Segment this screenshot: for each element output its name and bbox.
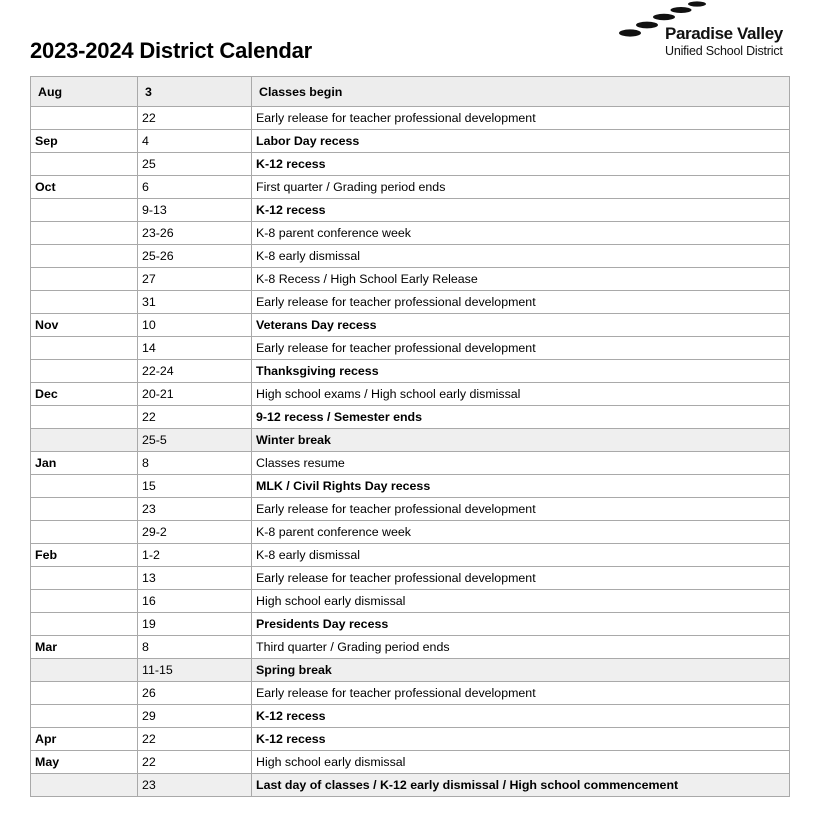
table-row bbox=[31, 498, 790, 521]
table-row bbox=[31, 728, 790, 751]
event-cell: K-8 parent conference week bbox=[252, 521, 790, 544]
month-cell bbox=[31, 268, 138, 291]
event-cell: Veterans Day recess bbox=[252, 314, 790, 337]
table-row bbox=[31, 567, 790, 590]
event-cell: Early release for teacher professional development bbox=[252, 682, 790, 705]
month-cell: Dec bbox=[31, 383, 138, 406]
event-cell: High school exams / High school early dismissal bbox=[252, 383, 790, 406]
month-cell bbox=[31, 475, 138, 498]
event-cell: K-12 recess bbox=[252, 199, 790, 222]
month-cell bbox=[31, 774, 138, 797]
date-cell: 29-2 bbox=[138, 521, 252, 544]
date-cell: 25-5 bbox=[138, 429, 252, 452]
table-row bbox=[31, 751, 790, 774]
month-cell bbox=[31, 107, 138, 130]
month-cell bbox=[31, 682, 138, 705]
month-cell bbox=[31, 360, 138, 383]
event-cell: K-12 recess bbox=[252, 728, 790, 751]
date-cell: 8 bbox=[138, 636, 252, 659]
month-cell bbox=[31, 429, 138, 452]
month-cell bbox=[31, 245, 138, 268]
table-row bbox=[31, 475, 790, 498]
event-cell: 9-12 recess / Semester ends bbox=[252, 406, 790, 429]
event-cell: Last day of classes / K-12 early dismissal / High school commencement bbox=[252, 774, 790, 797]
event-cell: K-8 early dismissal bbox=[252, 245, 790, 268]
event-cell: Spring break bbox=[252, 659, 790, 682]
date-cell: 1-2 bbox=[138, 544, 252, 567]
month-cell: Oct bbox=[31, 176, 138, 199]
header-date: 3 bbox=[138, 77, 252, 107]
date-cell: 22-24 bbox=[138, 360, 252, 383]
table-row bbox=[31, 107, 790, 130]
district-logo bbox=[618, 0, 790, 64]
date-cell: 25 bbox=[138, 153, 252, 176]
logo-subtitle: Unified School District bbox=[665, 44, 783, 58]
date-cell: 23-26 bbox=[138, 222, 252, 245]
month-cell bbox=[31, 406, 138, 429]
event-cell: K-12 recess bbox=[252, 705, 790, 728]
table-row bbox=[31, 199, 790, 222]
table-row bbox=[31, 636, 790, 659]
logo-name: Paradise Valley bbox=[665, 24, 783, 43]
date-cell: 27 bbox=[138, 268, 252, 291]
event-cell: Early release for teacher professional development bbox=[252, 567, 790, 590]
event-cell: Early release for teacher professional development bbox=[252, 498, 790, 521]
date-cell: 22 bbox=[138, 728, 252, 751]
event-cell: Thanksgiving recess bbox=[252, 360, 790, 383]
table-row bbox=[31, 544, 790, 567]
date-cell: 13 bbox=[138, 567, 252, 590]
month-cell: Feb bbox=[31, 544, 138, 567]
month-cell bbox=[31, 590, 138, 613]
header-event: Classes begin bbox=[252, 77, 790, 107]
table-row bbox=[31, 613, 790, 636]
event-cell: Early release for teacher professional development bbox=[252, 291, 790, 314]
month-cell bbox=[31, 291, 138, 314]
date-cell: 26 bbox=[138, 682, 252, 705]
table-row bbox=[31, 590, 790, 613]
month-cell: Apr bbox=[31, 728, 138, 751]
date-cell: 8 bbox=[138, 452, 252, 475]
month-cell bbox=[31, 153, 138, 176]
table-row bbox=[31, 682, 790, 705]
event-cell: MLK / Civil Rights Day recess bbox=[252, 475, 790, 498]
page-title: 2023-2024 District Calendar bbox=[30, 38, 312, 63]
month-cell: May bbox=[31, 751, 138, 774]
event-cell: K-12 recess bbox=[252, 153, 790, 176]
date-cell: 15 bbox=[138, 475, 252, 498]
date-cell: 9-13 bbox=[138, 199, 252, 222]
event-cell: Presidents Day recess bbox=[252, 613, 790, 636]
date-cell: 14 bbox=[138, 337, 252, 360]
table-row bbox=[31, 291, 790, 314]
month-cell bbox=[31, 222, 138, 245]
date-cell: 29 bbox=[138, 705, 252, 728]
table-row bbox=[31, 176, 790, 199]
table-row bbox=[31, 245, 790, 268]
table-row bbox=[31, 153, 790, 176]
date-cell: 4 bbox=[138, 130, 252, 153]
date-cell: 19 bbox=[138, 613, 252, 636]
event-cell: High school early dismissal bbox=[252, 751, 790, 774]
table-row bbox=[31, 268, 790, 291]
month-cell: Nov bbox=[31, 314, 138, 337]
table-row bbox=[31, 774, 790, 797]
table-row bbox=[31, 429, 790, 452]
event-cell: K-8 Recess / High School Early Release bbox=[252, 268, 790, 291]
event-cell: Winter break bbox=[252, 429, 790, 452]
table-row bbox=[31, 406, 790, 429]
event-cell: Classes resume bbox=[252, 452, 790, 475]
calendar-table bbox=[30, 76, 790, 797]
month-cell bbox=[31, 199, 138, 222]
date-cell: 22 bbox=[138, 406, 252, 429]
table-header-row bbox=[31, 77, 790, 107]
date-cell: 6 bbox=[138, 176, 252, 199]
month-cell bbox=[31, 498, 138, 521]
table-row bbox=[31, 383, 790, 406]
date-cell: 10 bbox=[138, 314, 252, 337]
month-cell bbox=[31, 705, 138, 728]
event-cell: Third quarter / Grading period ends bbox=[252, 636, 790, 659]
table-row bbox=[31, 705, 790, 728]
month-cell bbox=[31, 613, 138, 636]
month-cell: Mar bbox=[31, 636, 138, 659]
event-cell: First quarter / Grading period ends bbox=[252, 176, 790, 199]
event-cell: Early release for teacher professional development bbox=[252, 107, 790, 130]
month-cell bbox=[31, 659, 138, 682]
date-cell: 31 bbox=[138, 291, 252, 314]
table-row bbox=[31, 222, 790, 245]
date-cell: 22 bbox=[138, 107, 252, 130]
month-cell: Jan bbox=[31, 452, 138, 475]
month-cell: Sep bbox=[31, 130, 138, 153]
table-row bbox=[31, 360, 790, 383]
event-cell: K-8 early dismissal bbox=[252, 544, 790, 567]
date-cell: 11-15 bbox=[138, 659, 252, 682]
month-cell bbox=[31, 567, 138, 590]
date-cell: 16 bbox=[138, 590, 252, 613]
table-row bbox=[31, 130, 790, 153]
table-row bbox=[31, 337, 790, 360]
date-cell: 22 bbox=[138, 751, 252, 774]
month-cell bbox=[31, 521, 138, 544]
event-cell: High school early dismissal bbox=[252, 590, 790, 613]
table-row bbox=[31, 452, 790, 475]
table-row bbox=[31, 314, 790, 337]
table-row bbox=[31, 521, 790, 544]
header-month: Aug bbox=[31, 77, 138, 107]
event-cell: Early release for teacher professional development bbox=[252, 337, 790, 360]
table-row bbox=[31, 659, 790, 682]
month-cell bbox=[31, 337, 138, 360]
date-cell: 23 bbox=[138, 774, 252, 797]
date-cell: 23 bbox=[138, 498, 252, 521]
event-cell: Labor Day recess bbox=[252, 130, 790, 153]
date-cell: 25-26 bbox=[138, 245, 252, 268]
date-cell: 20-21 bbox=[138, 383, 252, 406]
event-cell: K-8 parent conference week bbox=[252, 222, 790, 245]
